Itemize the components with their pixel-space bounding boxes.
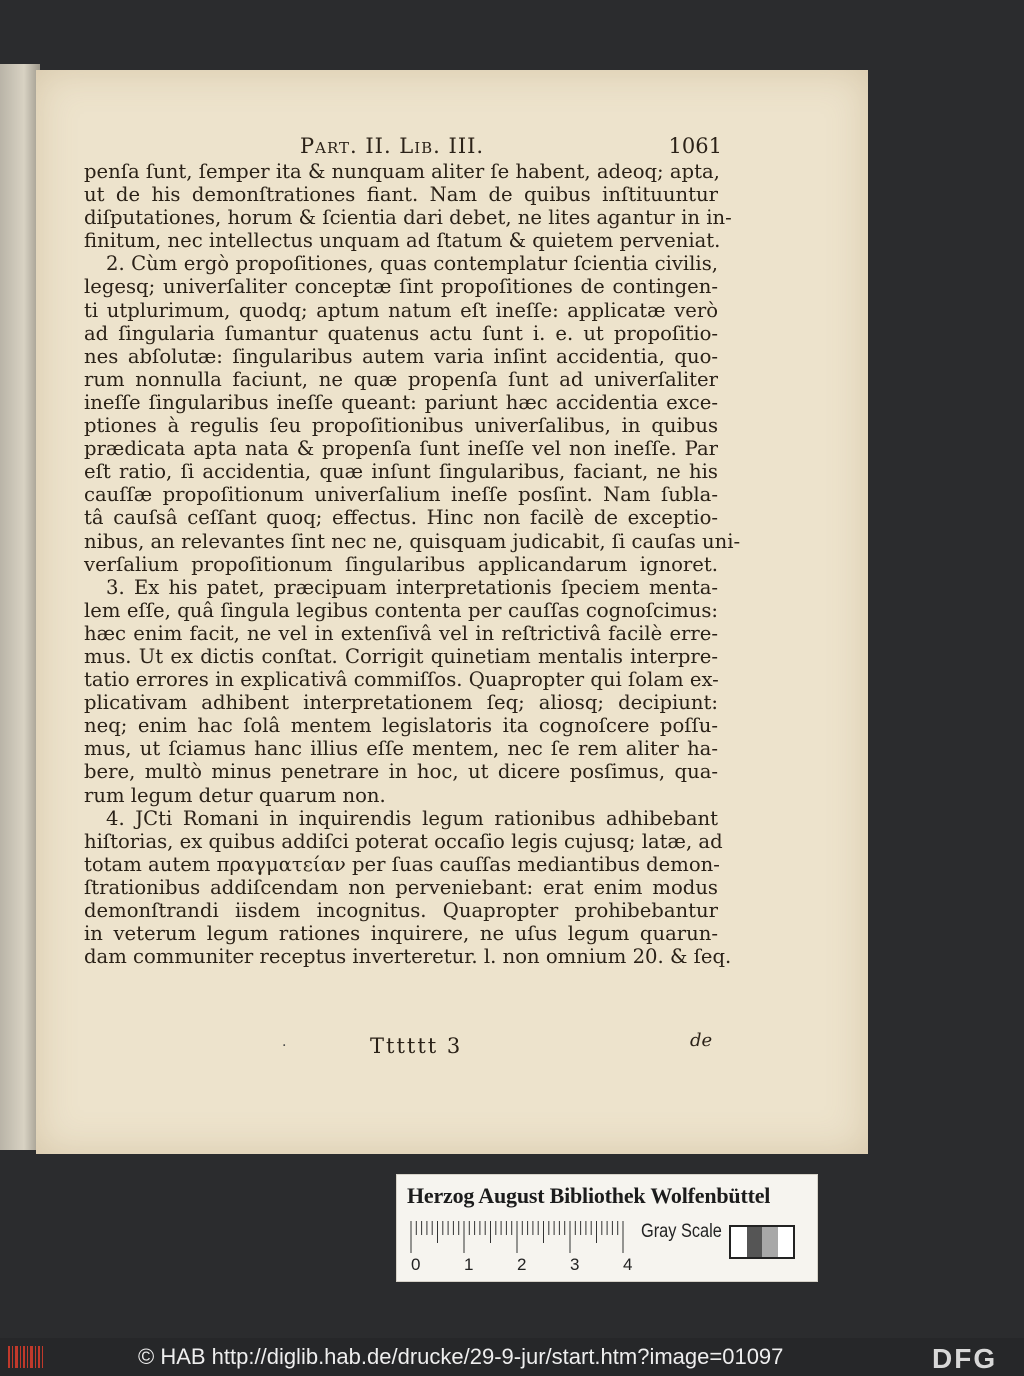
text-line: 4. JCti Romani in inquirendis legum rationibus adhibebant xyxy=(106,806,718,830)
text-line: verſalium propoſitionum ſingularibus applicandarum ignoret. xyxy=(84,552,718,576)
text-line: ut de his demonſtrationes fiant. Nam de quibus inſtituuntur xyxy=(84,183,718,207)
text-line: hiſtorias, ex quibus addiſci poterat occaſio legis cujusq; latæ, ad xyxy=(84,829,723,853)
page-number: 1061 xyxy=(668,134,722,158)
text-line: ad ſingularia ſumantur quatenus actu ſunt i. e. ut propoſitio- xyxy=(84,321,718,345)
text-line: rum nonnulla faciunt, ne quæ propenſa ſunt ad univerſaliter xyxy=(84,367,718,391)
ruler-number: 2 xyxy=(517,1255,527,1274)
text-line: mus. Ut ex dictis conſtat. Corrigit quinetiam mentalis interpre- xyxy=(84,644,718,668)
text-line: bere, multò minus penetrare in hoc, ut dicere posſimus, qua- xyxy=(84,760,718,784)
signature-mark: Tttttt 3 xyxy=(370,1034,463,1058)
text-line: diſputationes, horum & ſcientia dari debet, ne lites agantur in in- xyxy=(84,206,732,230)
svg-text:DFG: DFG xyxy=(932,1345,998,1371)
text-line: ineſſe ſingularibus ineſſe queant: pariunt hæc accidentia exce- xyxy=(84,390,718,414)
text-line: 3. Ex his patet, præcipuam interpretationis ſpeciem menta- xyxy=(106,575,718,599)
text-line: nibus, an relevantes ſint nec ne, quisquam judicabit, ſi cauſas uni- xyxy=(84,529,741,553)
text-line: totam autem πραγματείαν per ſuas cauſſas mediantibus demon- xyxy=(84,852,720,876)
text-line: rum legum detur quarum non. xyxy=(84,783,386,807)
hab-logo-icon xyxy=(6,1342,46,1372)
text-line: hæc enim facit, ne vel in extenſivâ vel in reſtrictivâ facilè erre- xyxy=(84,621,718,645)
text-line: finitum, nec intellectus unquam ad ſtatum & quietem perveniat. xyxy=(84,229,721,253)
library-name: Herzog August Bibliothek Wolfenbüttel xyxy=(407,1183,771,1208)
text-line: tâ cauſsâ ceſſant quoq; effectus. Hinc non facilè de exceptio- xyxy=(84,506,718,530)
text-line: dam communiter receptus inverteretur. l. non omnium 20. & ſeq. xyxy=(84,945,732,969)
text-line: mus, ut ſciamus hanc illius eſſe mentem, nec ſe rem aliter ha- xyxy=(84,737,718,761)
gray-swatch xyxy=(778,1227,794,1257)
text-line: ſtrationibus addiſcendam non perveniebant: erat enim modus xyxy=(84,875,718,899)
text-line: ptiones à regulis ſeu propoſitionibus univerſalibus, in quibus xyxy=(84,414,718,438)
text-line: nes abſolutæ: ſingularibus autem varia inſint accidentia, quo- xyxy=(84,344,718,368)
gray-swatch xyxy=(747,1227,763,1257)
footer-bar xyxy=(0,1338,1024,1376)
text-line: 2. Cùm ergò propoſitiones, quas contemplatur ſcientia civilis, xyxy=(106,252,718,276)
text-line: neq; enim hac ſolâ mentem legislatoris ita cognoſcere poſſu- xyxy=(84,714,718,738)
ruler-number: 4 xyxy=(623,1255,633,1274)
copyright-url[interactable]: © HAB http://diglib.hab.de/drucke/29-9-jur/start.htm?image=01097 xyxy=(138,1344,784,1369)
press-dot: · xyxy=(282,1038,287,1054)
text-line: cauſſæ propoſitionum univerſalium ineſſe posſint. Nam ſubla- xyxy=(84,483,718,507)
ruler-number: 3 xyxy=(570,1255,580,1274)
ruler-number: 1 xyxy=(464,1255,474,1274)
gray-scale-swatch xyxy=(729,1225,795,1259)
text-line: demonſtrandi iisdem incognitus. Quapropter prohibebantur xyxy=(84,899,718,922)
catchword: de xyxy=(690,1030,713,1051)
page-text xyxy=(84,160,741,969)
gray-swatch xyxy=(762,1227,778,1257)
text-line: ti utplurimum, quodq; aptum natum eſt ineſſe: applicatæ verò xyxy=(84,298,718,322)
gray-swatch xyxy=(731,1227,747,1257)
text-line: prædicata apta nata & propenſa ſunt ineſſe vel non ineſſe. Par xyxy=(84,437,718,461)
gray-scale-label: Gray Scale xyxy=(641,1221,722,1242)
dfg-logo-icon xyxy=(932,1345,1018,1371)
text-line: legesq; univerſaliter conceptæ ſint propoſitiones de contingen- xyxy=(84,275,718,299)
text-line: plicativam adhibent interpretationem ſeq; aliosq; decipiunt: xyxy=(84,691,718,715)
ruler-scale xyxy=(407,1219,629,1255)
text-line: tatio errores in explicativâ commiſſos. Quapropter qui ſolam ex- xyxy=(84,668,719,692)
color-reference-label xyxy=(396,1174,818,1282)
text-line: lem eſſe, quâ ſingula legibus contenta per cauſſas cognoſcimus: xyxy=(84,598,718,622)
running-head: Part. II. Lib. III. xyxy=(300,134,485,158)
page-header xyxy=(300,134,722,162)
text-line: in veterum legum rationes inquirere, ne uſus legum quarun- xyxy=(84,922,718,946)
previous-page-edge xyxy=(0,64,40,1150)
text-line: penſa ſunt, ſemper ita & nunquam aliter ſe habent, adeoq; apta, xyxy=(84,160,720,183)
text-line: eſt ratio, ſi accidentia, quæ inſunt ſingularibus, faciant, ne his xyxy=(84,460,718,484)
ruler-number: 0 xyxy=(411,1255,421,1274)
